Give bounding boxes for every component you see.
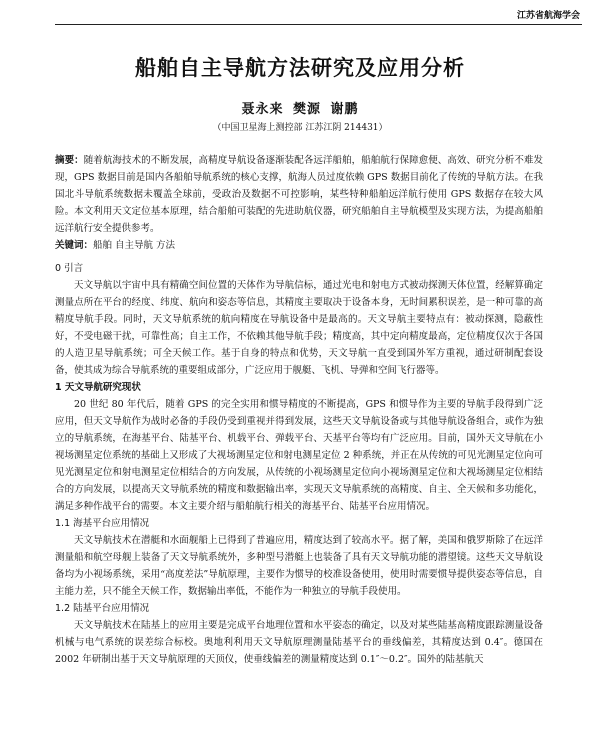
keywords [55, 237, 543, 254]
body-text [55, 152, 543, 668]
section-heading-land-platform: 1.2 陆基平台应用情况 [55, 603, 150, 614]
affiliation: （中国卫星海上测控部 江苏江阴 214431） [212, 123, 388, 133]
keywords-label: 关键词： [55, 240, 94, 251]
section-heading-intro: 0 引言 [55, 263, 84, 274]
abstract [55, 152, 543, 237]
section-paragraph: 天文导航以宇宙中具有精确空间位置的天体作为导航信标，通过光电和射电方式被动探测天体位置，经解算确定测量点所在平台的经度、纬度、航向和姿态等信息，其精度主要取决于设备本身，无时间累积误差，是一种可靠的高精度导航手段。同时，天文导航系统的航向精度在导航设备中是最高的。天文导航主要特点有：被动探测，隐蔽性好，不受电磁干扰，可靠性高；自主工作，不依赖其他导航手段；精度高，其中定向精度最高，定位精度仅次于各国的人造卫星导航系统；可全天候工作。基于自身的特点和优势，天文导航一直受到国外军方重视，通过研制配套设备，使其成为综合导航系统的重要组成部分，广泛应用于舰艇、飞机、导弹和空间飞行器等。 [55, 280, 543, 376]
journal-name: 江苏省航海学会 [516, 11, 580, 21]
header-rule [55, 24, 582, 25]
authors: 聂永来 樊源 谢鹏 [241, 102, 359, 117]
section-paragraph: 20 世纪 80 年代后，随着 GPS 的完全实用和惯导精度的不断提高，GPS 和惯导作为主要的导航手段得到广泛应用，但天文导航作为战时必备的手段仍受到重视并得到发展，这些天文导航设备或与其他导航设备组合，或作为独立的导航系统，在海基平台、陆基平台、机载平台、弹载平台、天基平台等均有广泛应用。目前，国外天文导航在小视场测星定位系统的基础上又形成了大视场测星定位和射电测星定位 2 种系统，并正在从传统的可见光测星定位向可见光测星定位和射电测星定位相结合的方向发展，从传统的小视场测星定位向小视场测星定位和大视场测星定位相结合的方向发展，以提高天文导航系统的精度和数据输出率，实现天文导航系统的高精度、自主、全天候和多功能化，满足多种作战平台的需要。本文主要介绍与船舶航行相关的海基平台、陆基平台应用情况。 [55, 399, 543, 512]
abstract-text: 随着航海技术的不断发展，高精度导航设备逐渐装配各远洋船舶，船舶航行保障愈便、高效、研究分析不难发现，GPS 数据目前是国内各船舶导航系统的核心支撑，航海人员过度依赖 GPS 数据目前化了传统的导航方法。在我国北斗导航系统数据未覆盖全球前，受政治及数据不可控影响，某些特种船舶远洋航行使用 GPS 数据存在较大风险。本文利用天文定位基本原理，结合船舶可装配的先进助航仪器，研究船舶自主导航模型及实现方法，为提高船舶远洋航行安全提供参考。 [55, 155, 543, 234]
paper-title: 船舶自主导航方法研究及应用分析 [135, 56, 465, 80]
abstract-label: 摘要： [55, 155, 84, 166]
section-heading-research-status: 1 天文导航研究现状 [55, 382, 141, 393]
section-heading-sea-platform: 1.1 海基平台应用情况 [55, 518, 150, 529]
section-paragraph: 天文导航技术在陆基上的应用主要是完成平台地理位置和水平姿态的确定，以及对某些陆基高精度跟踪测量设备机械与电气系统的误差综合标校。奥地利利用天文导航原理测量陆基平台的垂线偏差，其精度达到 0.4″。德国在 2002 年研制出基于天文导航原理的天顶仪，使垂线偏差的测量精度达到 0.1″～0.2″。国外的陆基航天 [55, 620, 543, 665]
keywords-text: 船舶 自主导航 方法 [93, 240, 176, 251]
section-paragraph: 天文导航技术在潜艇和水面舰船上已得到了普遍应用，精度达到了较高水平。据了解，美国和俄罗斯除了在远洋测量船和航空母舰上装备了天文导航系统外，多种型号潜艇上也装备了具有天文导航功能的潜望镜。这些天文导航设备均为小视场系统，采用“高度差法”导航原理，主要作为惯导的校准设备使用，使用时需要惯导提供姿态等信息，自主能力差，只不能全天候工作，数据输出率低，不能作为一种独立的导航手段使用。 [55, 535, 543, 597]
